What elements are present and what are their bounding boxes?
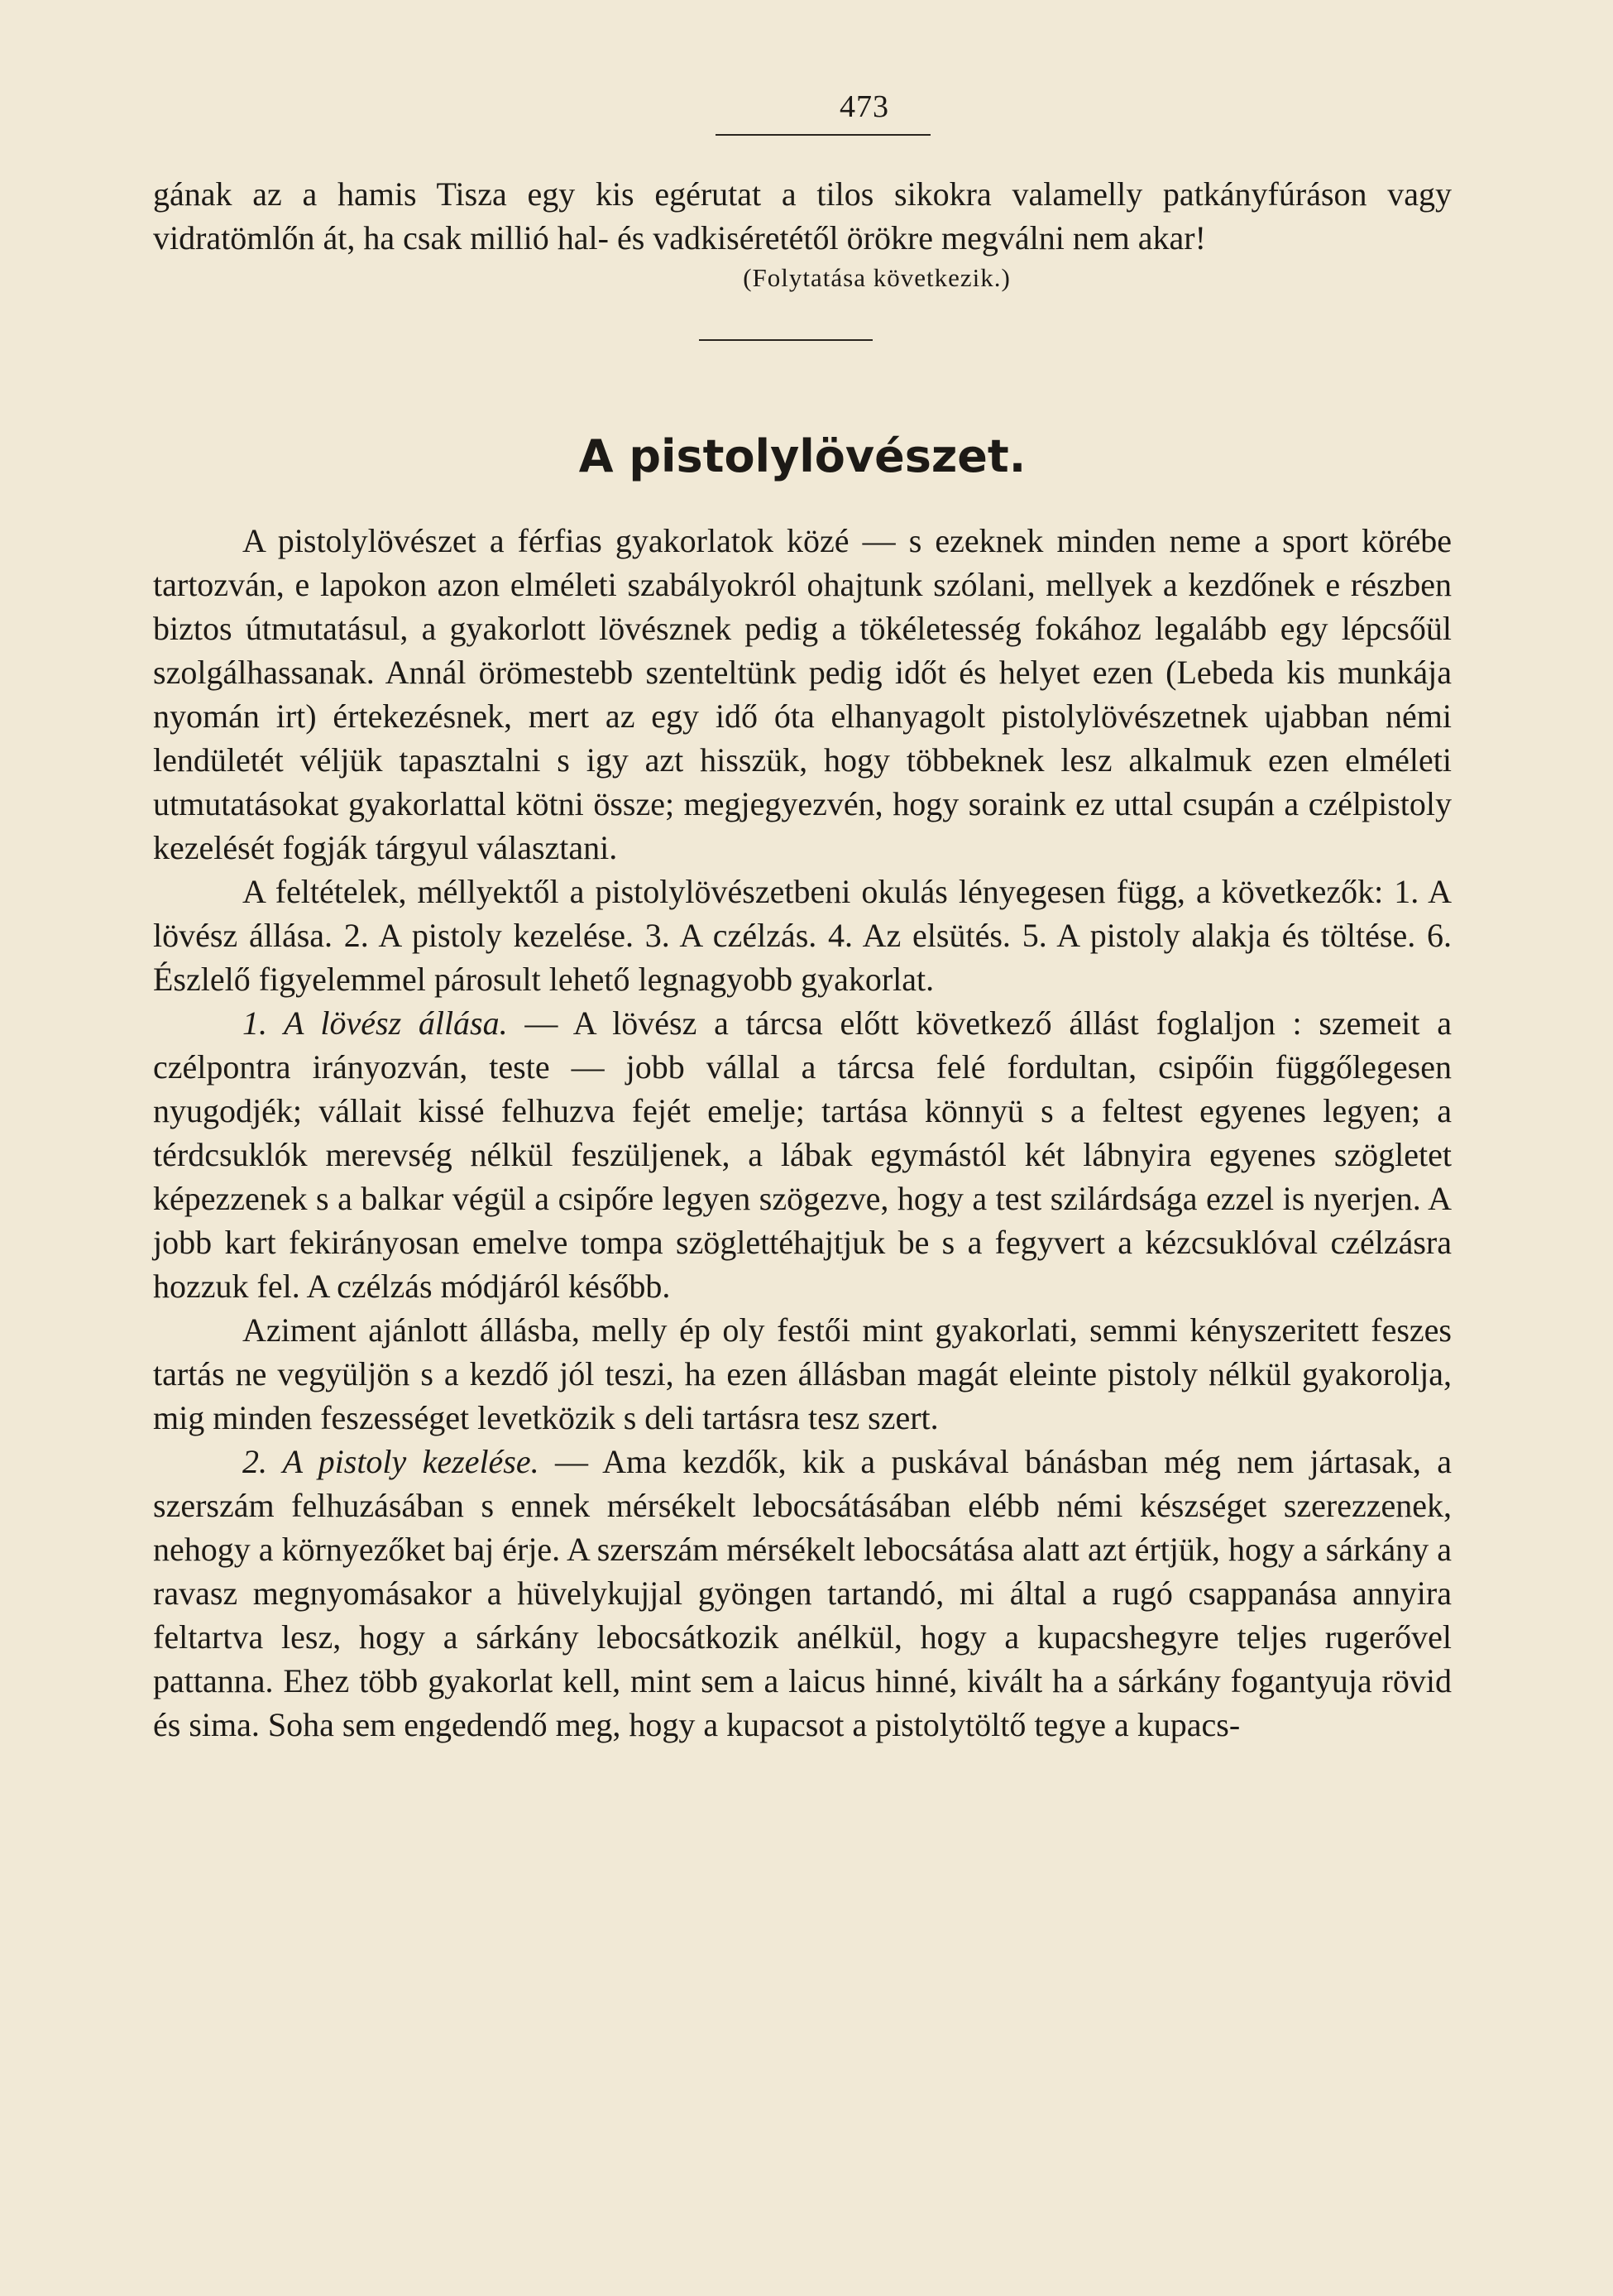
paragraph-stance xyxy=(153,1001,1452,1308)
continuation-text: gának az a hamis Tisza egy kis egérutat a tilos sikokra valamelly patkányfúráson vagy vidratömlőn át, ha csak millió hal- és vadkiséretétől örökre megválni nem akar! xyxy=(153,175,1452,256)
page-number-rule xyxy=(716,134,931,136)
book-page xyxy=(153,91,1452,1747)
stance-label: 1. A lövész állása. xyxy=(242,1004,508,1042)
continued-note: (Folytatása következik.) xyxy=(743,263,1011,292)
stance-text: — A lövész a tárcsa előtt következő állást foglaljon : szemeit a czélpontra irányozván, teste — jobb vállal a tárcsa felé fordultan, csipőin függőlegesen nyugodjék; vállait kissé felhuzva fejét emelje; tartása könnyü s a feltest egyenes legyen; a térdcsuklók merevség nélkül feszüljenek, a lábak egymástól két lábnyira egyenes szögletet képezzenek s a balkar végül a csipőre legyen szögezve, hogy a test szilárdsága ezzel is nyerjen. A jobb kart fekirányosan emelve tompa szöglettéhajtjuk be s a fegyvert a kézcsuklóval czélzásra hozzuk fel. A czélzás módjáról később. xyxy=(153,1004,1452,1305)
section-divider xyxy=(699,339,873,341)
paragraph-intro: A pistolylövészet a férfias gyakorlatok közé — s ezeknek minden neme a sport körébe tartozván, e lapokon azon elméleti szabályokról ohajtunk szólani, mellyek a kezdőnek e részben biztos útmutatásul, a gyakorlott lövésznek pedig a tökéletesség fokához legalább egy lépcsőül szolgálhassanak. Annál örömestebb szenteltünk pedig időt és helyet ezen (Lebeda kis munkája nyomán irt) értekezésnek, mert az egy idő óta elhanyagolt pistolylövészetnek ujabban némi lendületét véljük tapasztalni s igy azt hisszük, hogy többeknek lesz alkalmuk ezen elméleti utmutatásokat gyakorlattal kötni össze; megjegyezvén, hogy soraink ez uttal csupán a czélpistoly kezelését fogják tárgyul választani. xyxy=(153,522,1452,866)
article-body xyxy=(153,519,1452,1747)
paragraph-handling xyxy=(153,1440,1452,1747)
continuation-paragraph xyxy=(153,172,1452,260)
section-title: A pistolylövészet. xyxy=(578,430,1027,482)
paragraph-conditions: A feltételek, méllyektől a pistolylövészetbeni okulás lényegesen függ, a következők: 1. A lövész állása. 2. A pistoly kezelése. 3. A czélzás. 4. Az elsütés. 5. A pistoly alakja és töltése. 6. Észlelő figyelemmel párosult lehető legnagyobb gyakorlat. xyxy=(153,873,1452,998)
handling-label: 2. A pistoly kezelése. xyxy=(242,1443,539,1480)
handling-text: — Ama kezdők, kik a puskával bánásban még nem jártasak, a szerszám felhuzásában s ennek mérsékelt lebocsátásában elébb némi készséget szerezzenek, nehogy a környezőket baj érje. A szerszám mérsékelt lebocsátása alatt azt értjük, hogy a sárkány a ravasz megnyomásakor a hüvelykujjal gyöngen tartandó, mi által a rugó csappanása annyira feltartva lesz, hogy a sárkány lebocsátkozik anélkül, hogy a kupacshegyre teljes rugerővel pattanna. Ehez több gyakorlat kell, mint sem a laicus hinné, kivált ha a sárkány fogantyuja rövid és sima. Soha sem engedendő meg, hogy a kupacsot a pistolytöltő tegye a kupacs- xyxy=(153,1443,1452,1743)
paragraph-practice: Aziment ajánlott állásba, melly ép oly festői mint gyakorlati, semmi kényszeritett feszes tartás ne vegyüljön s a kezdő jól teszi, ha ezen állásban magát eleinte pistoly nélkül gyakorolja, mig minden feszességet levetközik s deli tartásra tesz szert. xyxy=(153,1311,1452,1436)
page-number: 473 xyxy=(840,89,889,124)
